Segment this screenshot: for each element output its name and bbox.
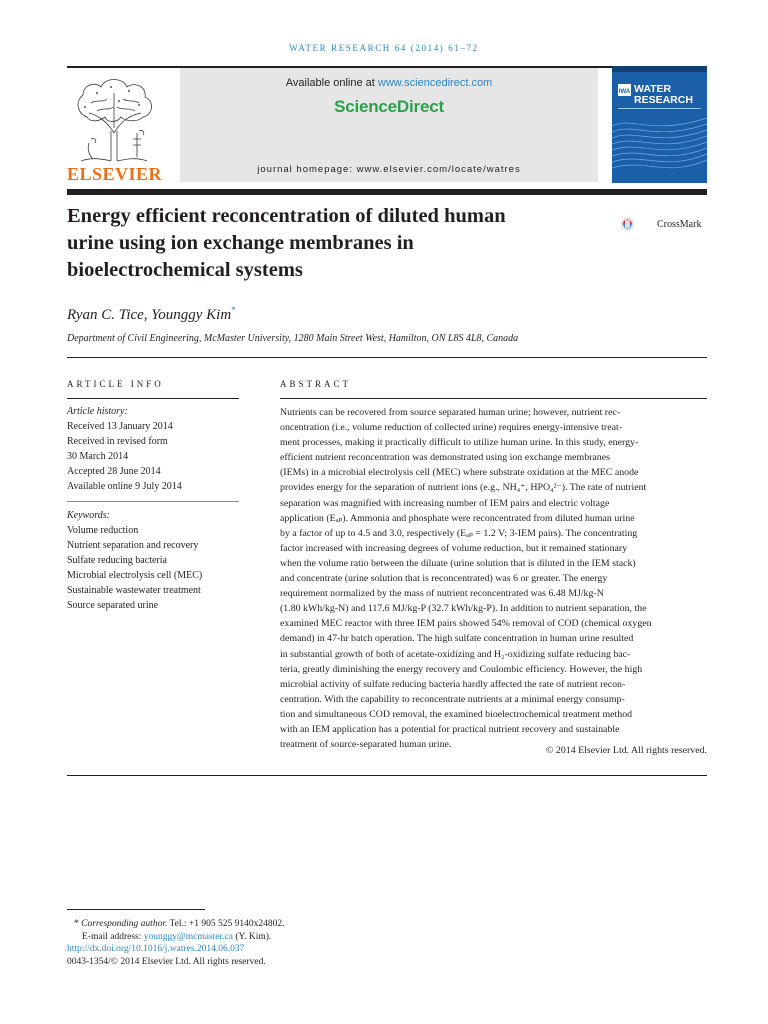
corresponding-author-footnote [67, 918, 707, 931]
article-history [67, 404, 242, 494]
corresponding-author-mark[interactable]: * [231, 305, 236, 315]
issn-line: 0043-1354/© 2014 Elsevier Ltd. All rights reserved. [67, 956, 266, 967]
title-line: Energy efficient reconcentration of diluted human [67, 205, 506, 227]
keywords-block [67, 508, 247, 613]
email-suffix: (Y. Kim). [232, 931, 272, 942]
keyword-item: Sulfate reducing bacteria [67, 555, 167, 566]
email-link[interactable]: younggy@mcmaster.ca [143, 931, 233, 942]
abstract-line: microbial activity of sulfate reducing bacteria hardly affected the rate of nutrient recon- [280, 678, 626, 690]
history-item: 30 March 2014 [67, 451, 129, 462]
running-head: WATER RESEARCH 64 (2014) 61–72 [289, 43, 479, 53]
keyword-item: Microbial electrolysis cell (MEC) [67, 570, 203, 581]
footnote-rule [67, 909, 205, 910]
abstract-line: by a factor of up to 4.5 and 3.0, respectively (Eₐₚ = 1.2 V; 3-IEM pairs). The concentrating [280, 527, 638, 539]
authors-names: Ryan C. Tice, Younggy Kim [67, 307, 232, 323]
abstract-line: with an IEM application has a potential for practical nutrient recovery and sustainable [280, 723, 620, 735]
abstract-line: requirement normalized by the mass of nutrient reconcentrated was 6.48 MJ/kg-N [280, 588, 604, 600]
history-label: Article history: [67, 406, 128, 417]
available-online-line [180, 77, 598, 89]
abstract-line: provides energy for the separation of nutrient ions (e.g., NH₄⁺, HPO₄²⁻). The rate of nutrient [280, 482, 647, 494]
corresponding-label: Corresponding author. [81, 919, 168, 929]
article-info-rule [67, 398, 239, 399]
title-line: bioelectrochemical systems [67, 259, 303, 281]
abstract-body [280, 405, 707, 752]
keyword-item: Sustainable wastewater treatment [67, 585, 201, 596]
cover-title-line2: RESEARCH [634, 94, 693, 106]
abstract-line: factor increased with increasing degrees of volume reduction, but it remained stationary [280, 542, 628, 554]
article-info-heading: ARTICLE INFO [67, 379, 164, 389]
abstract-line: and concentrate (urine solution that is reconcentrated) was 6 or greater. The energy [280, 573, 608, 585]
sciencedirect-link[interactable]: www.sciencedirect.com [377, 77, 493, 89]
author-list [67, 305, 236, 324]
email-footnote [67, 931, 707, 944]
cover-badge: IWA [618, 89, 631, 95]
title-line: urine using ion exchange membranes in [67, 232, 414, 254]
doi-link[interactable]: http://dx.doi.org/10.1016/j.watres.2014.06.037 [67, 944, 245, 954]
abstract-line: efficient nutrient reconcentration was demonstrated using ion exchange membranes [280, 452, 610, 464]
cover-title-line1: WATER [634, 83, 672, 95]
keyword-item: Nutrient separation and recovery [67, 540, 199, 551]
footnotes [67, 918, 707, 968]
email-label: E-mail address: [82, 931, 144, 942]
abstract-copyright: © 2014 Elsevier Ltd. All rights reserved. [545, 745, 707, 756]
abstract-line: (IEMs) in a microbial electrolysis cell (MEC) where substrate oxidation at the MEC anode [280, 467, 639, 479]
abstract-line: oncentration (i.e., volume reduction of collected urine) requires energy-intensive treat- [280, 422, 623, 434]
abstract-line: (1.80 kWh/kg-N) and 117.6 MJ/kg-P (32.7 kWh/kg-P). In addition to nutrient separation, the [280, 603, 647, 615]
journal-cover-image [612, 66, 707, 183]
banner-bottom-rule [67, 189, 707, 195]
available-online-prefix: Available online at [285, 77, 378, 89]
keywords-rule [67, 501, 239, 502]
journal-homepage[interactable]: journal homepage: www.elsevier.com/locate/watres [257, 164, 521, 175]
keyword-item: Source separated urine [67, 600, 159, 611]
footnote-mark: * [74, 919, 79, 929]
abstract-line: when the volume ratio between the diluate (urine solution that is diluted in the IEM stack) [280, 557, 636, 569]
front-matter-bottom-rule [67, 775, 707, 776]
abstract-line: teria, greatly diminishing the energy recovery and Coulombic efficiency. However, the high [280, 663, 643, 675]
elsevier-wordmark: ELSEVIER [67, 164, 163, 184]
abstract-line: examined MEC reactor with three IEM pairs showed 54% removal of COD (chemical oxygen [280, 618, 652, 630]
abstract-rule [280, 398, 707, 399]
history-item: Accepted 28 June 2014 [67, 466, 161, 477]
abstract-heading: ABSTRACT [280, 379, 352, 389]
abstract-line: separation was magnified with increasing number of IEM pairs and electric voltage [280, 497, 610, 509]
crossmark-label[interactable]: CrossMark [657, 219, 702, 230]
keyword-item: Volume reduction [67, 525, 139, 536]
affiliation-rule [67, 357, 707, 358]
history-item: Received 13 January 2014 [67, 421, 173, 432]
abstract-line: in substantial growth of both of acetate-oxidizing and H₂-oxidizing sulfate reducing bac- [280, 648, 631, 660]
abstract-line: tion and simultaneous COD removal, the examined bioelectrochemical treatment method [280, 708, 633, 720]
crossmark-icon[interactable] [621, 208, 657, 240]
article-title [67, 203, 607, 284]
history-item: Received in revised form [67, 436, 168, 447]
keywords-label: Keywords: [67, 510, 110, 521]
telephone: Tel.: +1 905 525 9140x24802. [167, 919, 285, 929]
abstract-line: Nutrients can be recovered from source separated human urine; however, nutrient rec- [280, 407, 621, 418]
abstract-line: demand) in 47-hr batch operation. The high sulfate concentration in human urine resulted [280, 633, 634, 645]
abstract-line: application (Eₐₚ). Ammonia and phosphate were reconcentrated from diluted human urine [280, 512, 635, 524]
affiliation: Department of Civil Engineering, McMaster University, 1280 Main Street West, Hamilton, ON L8S 4L8, Canada [67, 333, 519, 344]
abstract-line: treatment of source-separated human urine. [280, 739, 452, 751]
sciencedirect-logo: ScienceDirect [334, 97, 444, 116]
history-item: Available online 9 July 2014 [67, 481, 182, 492]
abstract-line: ment processes, making it practically difficult to utilize human urine. In this study, energy- [280, 437, 639, 449]
abstract-line: centration. With the capability to reconcentrate nutrients at a minimal energy consump- [280, 693, 625, 705]
